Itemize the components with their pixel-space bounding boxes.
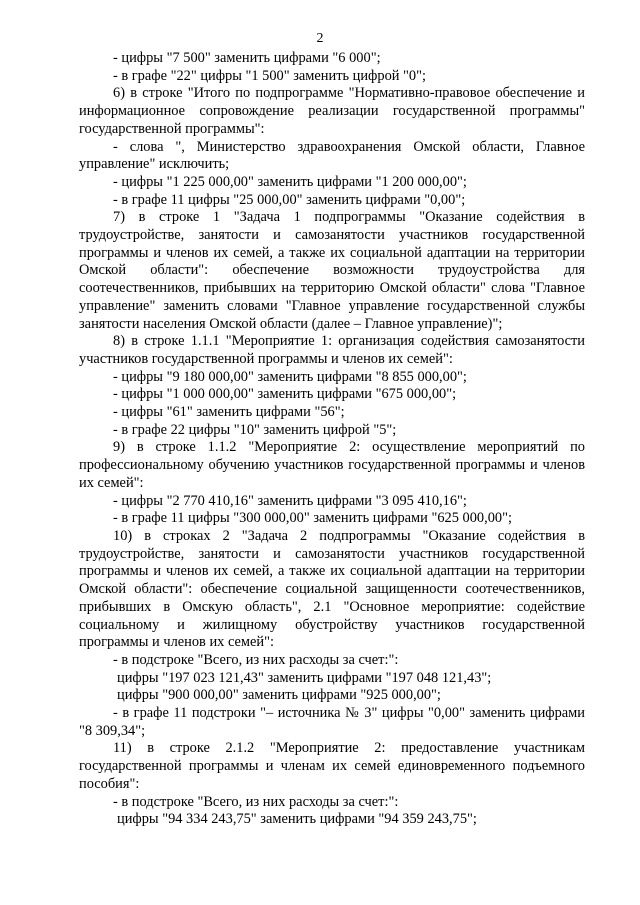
paragraph: 6) в строке "Итого по подпрограмме "Нормативно-правовое обеспечение и информационное сопровождение реализации государственной программы" государственной программы": — [79, 85, 585, 137]
paragraph: цифры "197 023 121,43" заменить цифрами "197 048 121,43"; — [117, 669, 492, 686]
paragraph: - цифры "1 225 000,00" заменить цифрами "1 200 000,00"; — [113, 173, 467, 190]
paragraph: цифры "94 334 243,75" заменить цифрами "94 359 243,75"; — [117, 811, 477, 828]
paragraph: цифры "900 000,00" заменить цифрами "925 000,00"; — [117, 687, 441, 704]
paragraph: - цифры "7 500" заменить цифрами "6 000"; — [113, 50, 381, 66]
page-number: 2 — [316, 31, 324, 46]
paragraph: 8) в строке 1.1.1 "Мероприятие 1: организация содействия самозанятости участников государственной программы и членов их семей": — [79, 333, 585, 367]
paragraph: - в графе 22 цифры "10" заменить цифрой "5"; — [113, 421, 397, 438]
paragraph: - цифры "61" заменить цифрами "56"; — [113, 404, 345, 421]
paragraph: - слова ", Министерство здравоохранения Омской области, Главное управление" исключить; — [79, 138, 585, 173]
paragraph: 7) в строке 1 "Задача 1 подпрограммы "Оказание содействия в трудоустройстве, занятости и самозанятости участников государственной программы и членов их семей, а также их социальной адаптации на территории Омской области": обеспечение возможности трудоустройства для соотечественников, прибывших на территорию Омской области" слова "Главное управление" заменить словами "Главное управление государственной службы занятости населения Омской области (далее – Главное управление)"; — [79, 209, 585, 332]
document-body — [79, 50, 585, 829]
paragraph: 11) в строке 2.1.2 "Мероприятие 2: предоставление участникам государственной программы и членам их семей единовременного подъемного пособия": — [79, 740, 585, 792]
paragraph: - цифры "1 000 000,00" заменить цифрами "675 000,00"; — [113, 386, 457, 403]
paragraph: - в графе 11 цифры "25 000,00" заменить цифрами "0,00"; — [113, 191, 466, 208]
paragraph: 10) в строках 2 "Задача 2 подпрограммы "Оказание содействия в трудоустройстве, занятости и самозанятости участников государственной программы и членов их семей, а также их социальной адаптации на территории Омской области": обеспечение социальной защищенности соотечественников, прибывших в Омскую область", 2.1 "Основное мероприятие: содействие социальному и жилищному обустройству участников государственной программы и членов их семей": — [79, 527, 585, 651]
paragraph: - в подстроке "Всего, из них расходы за счет:": — [113, 793, 399, 810]
paragraph: - цифры "2 770 410,16" заменить цифрами "3 095 410,16"; — [113, 492, 467, 509]
paragraph: - в подстроке "Всего, из них расходы за счет:": — [113, 651, 399, 668]
paragraph: - в графе 11 подстроки "– источника № 3" цифры "0,00" заменить цифрами "8 309,34"; — [79, 705, 585, 739]
paragraph: - в графе "22" цифры "1 500" заменить цифрой "0"; — [113, 67, 427, 84]
paragraph: - цифры "9 180 000,00" заменить цифрами "8 855 000,00"; — [113, 368, 467, 385]
paragraph: - в графе 11 цифры "300 000,00" заменить цифрами "625 000,00"; — [113, 510, 512, 527]
paragraph: 9) в строке 1.1.2 "Мероприятие 2: осуществление мероприятий по профессиональному обучению участников государственной программы и членов их семей": — [79, 439, 585, 491]
